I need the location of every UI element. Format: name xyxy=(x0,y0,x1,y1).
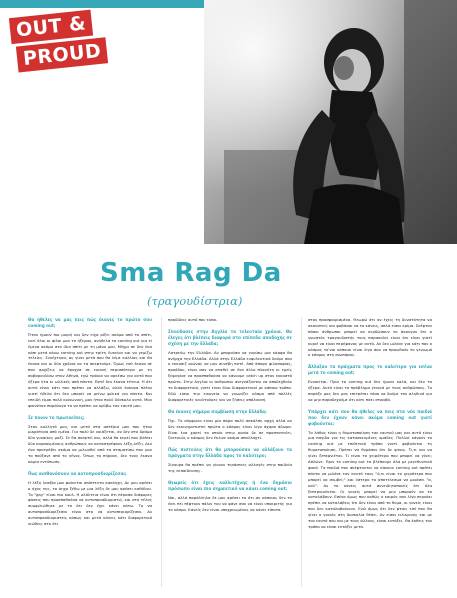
question: Θεωρείς ότι έχεις καλλιτέχνης ή ένα δημόσιο πρόσωπο είναι πιο σημαντικό να κάνει coming out; xyxy=(168,479,292,491)
question: Θα ήθελες να μας πεις πώς έκανες το πρώτο σου coming out; xyxy=(28,317,152,328)
answer: στον προσφαιρισμένο. Θεωρώ ότι αν έχεις τη δυνατότητα να ακουστείς και φοβάσαι να το κάνεις, απλά είσαι κρίμα. Σκέφτου πόσοι άνθρωποι μπορεί να κερδώσουν το άκουγαν ότι ο γνωστός τραγουδιστής τους παρακολεί είναι ότι είναι γιατί κυριέ να είναι περήφανος με αυτό. Αν δεν μιλάνε για κάτι που ο κόσμος το'ναι κάποιοι είναι λίγο σαν να προωθούν το γενιωμό ο κόσμος στη σιωπάρας. xyxy=(308,317,432,358)
answer: Όταν ήμουν πιο μικρή και δεν είχα ρίξει ακόμα από το σπίτι, εκεί όλοι οι φίλοι μου το ήξεραν, ανήθελα το coming out για τί έμενα ακόμα στο ίδιο σπίτι με τη μάνα μου. Μέχρι σε δεν έκα κάπι μετά κάνω coming out στην τρίτη Λυκείου και να γεμίζω τελείες. Συνέχτηκα, ας γίνει μετά που θα λέμε καλλίας και θα έκανα και οι δύο χρόνια να τα σκεφτούμε. Όμως εσύ έκανα σε που αρχίζεις να έψαχνα σε εικονή περισσότερο με τη σοβαρουλίσω στον Αθηνά, εγώ τρόνια να αρκέσω για αυτό που ήξερα ήτα κι ωλλικές από πάντα. Ποτέ δεν έκανα τέτεια. Η ότι αυτό είναι κάτι που πρέπει να αλλάξω, αλλά έσκυψα πλέον γιατί ήθελα ότι δεν μπορεί να μείνω φιλικά για πάντα. Και επειδή είμαι πολύ κοινωνική, μου ήταν πολύ δύσκολο αυτό. Μου φαινόταν παράλογο το να πρέπει να κρύβω τον εαυτό μου. xyxy=(28,331,152,408)
article-subtitle: (τραγουδίστρια) xyxy=(147,294,243,308)
question: Υπάρχει κάτι που θα ήθελες να πεις στα νέα παιδιά που δεν έχουν κάνει ακόμα coming out γιατί φοβούνται; xyxy=(308,408,432,426)
answer: Εννοείται. Πριν το coming out δεν ήμουν καλά, και δεν το ήξερα. Αυτό είναι το πρόβλημα γενικά με τους ανθρώπους. Το παράξε μας δεν μας επιτρέπει τόσο να δούμε τον αληθινό για να μην παραδεχούμε ότι κάτι πάει στραβά. xyxy=(308,379,432,402)
out-and-proud-logo xyxy=(9,10,103,82)
answer: Όχι. Το σύμφωνο είναι μία πάρα πολύ ασκάλπη αρχή αλλά αν δεν εκκινηματιστεί πρώτα ο κόσμος είναι λίγο άχαρο άδωρο. Είναι ένα χαρτί το οποίο στην ουσία δε σε προστατεύει, ζυκτικώς ο κόσμος δεν έκλινε ακόμα απαλλαχτί. xyxy=(168,417,292,441)
answer: Λατρεύω την Ελλάδα. Αν μπορούσα να γυρίσω μια κάρφα θα ανήρχα την Ελλάδα. Αλλά στην Ελλάδα ευφυλεκτικά δούμε σαν ο εκκοσιζ αιώνας να μην συνέβη ποτέ. Από άποψη φιλοσοφίας, προόδου, είναι σαν να σταθεί σε ένα άλλο πλανήτη κι εμείς ξεφυγάνε να προσπαθούσα να κάνουμε catch up στον εκκοστό πρώτο. Στην Αγγλία οι άνθρωποι ανεγνάζονται να αποδεχθούν το διαφορετικό, γιατί είναι όλοι διαφορετικοί με κάποιο τρόπο. Εδώ είσαι την εικονεία να γνωρίζει κόσμο από πολλές διαφορετικές κουλτούρες και να ζήσεις απόλαυσή. xyxy=(168,349,292,402)
article-title: Sma Rag Da xyxy=(100,258,282,288)
question: Θα έκανες σήμερα συμβίωση στην Ελλάδα; xyxy=(168,408,267,414)
article-body xyxy=(28,317,432,589)
logo-line-1: OUT & xyxy=(9,10,94,44)
question: Πως αισθανόσουν να αυτοπροσδιορίζεσαι; xyxy=(28,470,127,476)
question: Σπούδασες στην Αγγλία τα τελευταία χρόνια. Θα έλεγες ότι βλέπεις διαφορά στο επίπεδο αποδοχής σε σχέση με την Ελλάδα; xyxy=(168,328,292,346)
column-3 xyxy=(308,317,432,589)
question: Άλλαξαν τα πράγματα προς το καλύτερο για εσένα μετά το coming out; xyxy=(308,364,432,376)
answer: Το λάθος είναι η θυματοποίηση του εαυτού μας και αυτό είναι μια παγίδα για τις κατασκευμένες ομάδες. Πολλοί κάνουν το coming out με επιθετικό τρόπο γιατί φοβούνται τη θυματοποίηση. Πρέπει να θυμάσαι ότι δε φταις. Ό,τι και να γίνει ξεπερνιέται. Τι είναι το χειρότερο που μπορεί να γίνει; Απλώνε. Πριν το coming out τα βλέπουμε όλα με μεγεθυντικό φακό. Τα παιδιά που σκέφτονται να κάνουν coming out πρέπει πάντα να μιλάνε τον εαυτό τους "ό,τι είναι το χειρότερο που μπορεί να συμβεί;" και ύστερο το αποτελεσμα να μοιάσει "α, καλ". Αν το κάνεις αυτό συνειδητοποιείς ότι όλα ξεπερνιούνται. Οι γονείς μπορεί να μην μπορούν να το καταλάβουν. Εσένα όμως που καθώς ο καιρός σου λίγο περνάει πρέπει να καταλάβεις ότι δεν είναι από το θυμα, οι γονείς είναι που δεν καταλαβαίνουν. Ενώ όμως ότι δεν φταις εσύ που θα γίνει ο γονιός στη δυσκολία θέσει. Αν είσαι ειλικρινής και με τον εαυτό σου και με τους άλλους, είσαι εντάξει. Θα έρθεις τον τρόπο να είσαι εντάξει μετά. xyxy=(308,429,432,529)
answer: Στον κολλητό μου, και μετά στα αστέρια μου που ήταν μικρότερα από εμένα. Για πολύ δε νοιάζεται, αν δεν στο δράμα δύο γυναίκες μαζί. Σε θα σκεφτεί και, αλλά θα κερεί που βλέπει δύο καρσονμένους ανθρώπους να καταστρέφουν λέξη-λέξη. Δεν ένα προτρέβει ακόμα να μιλωνθεί από τα σταματίσω που μου το πούξανε από το γένος. Όπως το πήρανε, δεν τους έκανα καμία εντύπωση. xyxy=(28,423,152,464)
portrait-photo xyxy=(204,0,457,244)
answer: προδίδεις αυτό που είσαι. xyxy=(168,317,218,322)
column-2 xyxy=(168,317,292,589)
answer: Ναι, αλλά παράλληλα δε μου αρέσει το ότι αν κάποιος δεν το έκει πει πέφτουν πάλιν του να φάνε σαν να είναι υποκριτής για το κόσμο. Κανείς δεν είναι υποχρεωμένος να κάνει τίποτα xyxy=(168,494,292,512)
question: Πώς πιστεύεις ότι θα μπορούσαν να αλλάξουν τα πράγματα στην Ελλάδα προς το καλύτερο; xyxy=(168,447,292,459)
answer: Σίγουρα θα πρέπει να γίνουν τεράστιες αλλαγές στην παιδεία της εκπαίδευσης. xyxy=(168,462,292,474)
portrait-photo-image xyxy=(204,0,457,244)
column-1 xyxy=(28,317,152,589)
logo-line-2: PROUD xyxy=(16,37,109,72)
question: Σε ποιον το πρωτοείπες; xyxy=(28,414,85,420)
answer: Η λέξη λεσβία μου φαίνεται απίστευτα κακόηχη. Δε μου αρέσει ο ήχος της, το άηχο ξέθω με μια λέξη δε μου αρέσει καθόλου. Το "gay" είναι πιο κουλ. Η ολόλτεια είναι ότι πέρασα διάφορες φάσεις που προσπαθούσα να αυτοπροσδιοριστώ, και στο τέλος συμφιλιώθηκε με το ότι δεν έχει κάνει κάτω. Το να αυτοπροσδιορίζεσαι είναι στο να αυτοπεριορίζεσαι. Αν αυτοπροσδιοριστείς κάπως και μετά κάνεις κάτι διαφορετικό νιώθεις στο ότι xyxy=(28,479,152,527)
